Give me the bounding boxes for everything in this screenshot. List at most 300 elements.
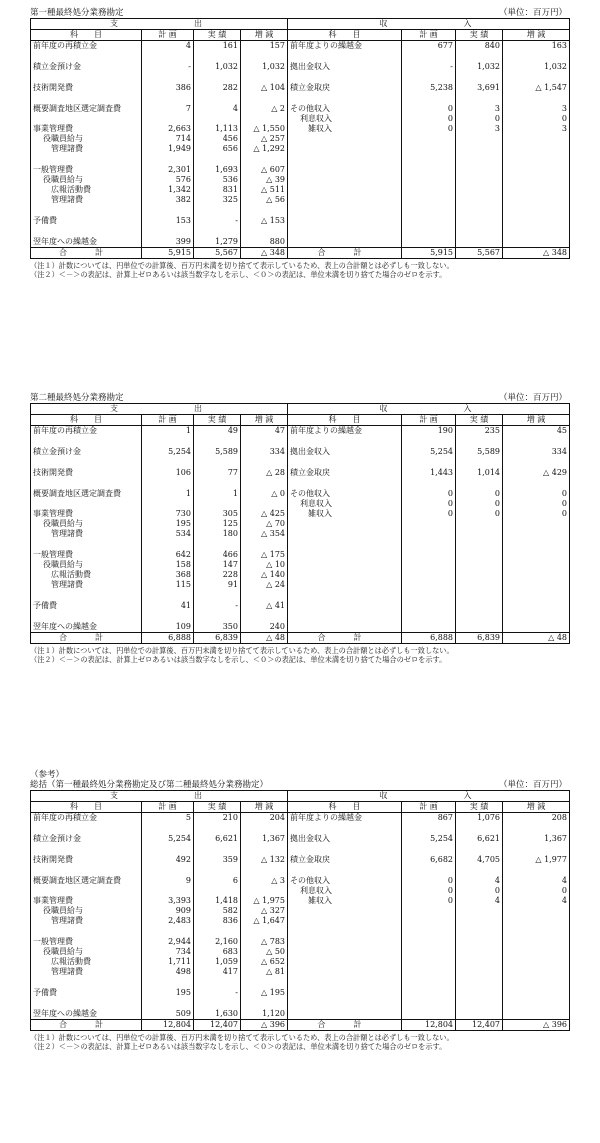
col-diff-header: 増 減 — [503, 30, 570, 41]
income-item — [288, 906, 402, 916]
expense-plan: 9 — [142, 876, 194, 886]
income-diff — [503, 947, 570, 957]
income-plan — [402, 1009, 456, 1020]
expense-actual — [194, 114, 241, 124]
expense-plan — [142, 114, 194, 124]
footnotes — [30, 261, 569, 279]
income-diff — [503, 988, 570, 1009]
expense-item: 管理諸費 — [51, 529, 83, 538]
income-plan — [402, 134, 456, 144]
expense-actual: 831 — [194, 185, 241, 195]
income-actual — [456, 175, 503, 185]
col-plan-header: 計 画 — [142, 415, 194, 426]
total-income-diff: △ 396 — [503, 1020, 570, 1031]
income-actual: 0 — [456, 489, 503, 499]
expense-item: 管理諸費 — [51, 195, 83, 204]
table-row — [31, 237, 570, 248]
expense-diff: △ 783 — [241, 937, 288, 947]
income-diff — [503, 529, 570, 550]
income-actual — [456, 988, 503, 1009]
total-label: 合 計 — [288, 248, 402, 259]
expense-diff: △ 104 — [241, 83, 288, 104]
reference-label: （参考） — [30, 770, 65, 780]
expense-plan: 1,342 — [142, 185, 194, 195]
table-row — [31, 988, 570, 1009]
income-item — [288, 967, 402, 988]
col-actual-header: 実 績 — [194, 30, 241, 41]
income-actual: 6,621 — [456, 834, 503, 855]
total-income-plan: 12,804 — [402, 1020, 456, 1031]
table-row — [31, 216, 570, 237]
table-row — [31, 468, 570, 489]
expense-diff: △ 81 — [241, 967, 288, 988]
expense-actual — [194, 499, 241, 509]
table-row — [31, 834, 570, 855]
table-row — [31, 937, 570, 947]
income-diff: 208 — [503, 813, 570, 835]
income-item — [288, 185, 402, 195]
table-row — [31, 104, 570, 114]
footnotes — [30, 646, 569, 664]
total-row — [31, 1020, 570, 1031]
table-header-columns — [31, 802, 570, 813]
expense-diff: △ 175 — [241, 550, 288, 560]
expense-item: 一般管理費 — [33, 937, 73, 946]
col-item-header: 科 目 — [288, 415, 402, 426]
section-title: 総括（第一種最終処分業務勘定及び第二種最終処分業務勘定） — [30, 780, 269, 790]
budget-table — [30, 403, 570, 644]
expense-actual: 683 — [194, 947, 241, 957]
expense-item: 事業管理費 — [33, 896, 73, 905]
expense-plan: 386 — [142, 83, 194, 104]
expense-item: 広報活動費 — [51, 185, 91, 194]
col-actual-header: 実 績 — [194, 802, 241, 813]
income-actual: 5,589 — [456, 447, 503, 468]
expense-plan — [142, 886, 194, 896]
income-diff — [503, 134, 570, 144]
expense-diff: 240 — [241, 622, 288, 633]
income-item — [288, 580, 402, 601]
income-item: 拠出金収入 — [288, 834, 402, 855]
expense-item: 広報活動費 — [51, 570, 91, 579]
income-item: 雑収入 — [288, 896, 402, 906]
expense-plan: 642 — [142, 550, 194, 560]
table-row — [31, 41, 570, 63]
income-item — [288, 237, 402, 248]
expense-diff: △ 354 — [241, 529, 288, 550]
expense-diff: △ 511 — [241, 185, 288, 195]
income-actual — [456, 580, 503, 601]
table-row — [31, 906, 570, 916]
table-header-columns — [31, 30, 570, 41]
expense-item: 概要調査地区選定調査費 — [33, 876, 121, 885]
expense-diff: 334 — [241, 447, 288, 468]
income-actual — [456, 185, 503, 195]
total-expense-diff: △ 348 — [241, 248, 288, 259]
table-row — [31, 550, 570, 560]
table-row — [31, 185, 570, 195]
expense-item — [31, 499, 142, 509]
income-item — [288, 601, 402, 622]
income-plan — [402, 175, 456, 185]
table-row — [31, 622, 570, 633]
income-item: 積立金取戻 — [288, 468, 402, 489]
income-actual — [456, 519, 503, 529]
total-label: 合 計 — [288, 1020, 402, 1031]
expense-diff: △ 2 — [241, 104, 288, 114]
income-item: その他収入 — [288, 876, 402, 886]
expense-diff: △ 132 — [241, 855, 288, 876]
expense-actual: 1,032 — [194, 62, 241, 83]
expense-item: 管理諸費 — [51, 144, 83, 153]
income-diff — [503, 601, 570, 622]
expense-actual: 582 — [194, 906, 241, 916]
income-diff: 4 — [503, 876, 570, 886]
income-plan — [402, 988, 456, 1009]
expense-diff: △ 1,550 — [241, 124, 288, 134]
expense-item: 事業管理費 — [33, 124, 73, 133]
income-actual — [456, 947, 503, 957]
table-row — [31, 489, 570, 499]
expense-diff: △ 24 — [241, 580, 288, 601]
section-title: 第二種最終処分業務勘定 — [30, 393, 124, 403]
income-item: 拠出金収入 — [288, 447, 402, 468]
expense-actual: 161 — [194, 41, 241, 63]
income-actual — [456, 237, 503, 248]
income-item: その他収入 — [288, 489, 402, 499]
income-item — [288, 519, 402, 529]
total-expense-actual: 6,839 — [194, 633, 241, 644]
expense-diff — [241, 886, 288, 896]
income-plan: 677 — [402, 41, 456, 63]
income-diff: 0 — [503, 886, 570, 896]
expense-item: 予備費 — [33, 216, 57, 225]
expense-item: 役職員給与 — [43, 175, 83, 184]
income-actual: 3,691 — [456, 83, 503, 104]
expense-actual: 1,113 — [194, 124, 241, 134]
footnotes — [30, 1033, 569, 1051]
expense-diff: △ 153 — [241, 216, 288, 237]
income-actual — [456, 216, 503, 237]
income-diff: 1,367 — [503, 834, 570, 855]
income-item — [288, 195, 402, 216]
income-plan: 0 — [402, 896, 456, 906]
expense-actual: 282 — [194, 83, 241, 104]
income-plan — [402, 957, 456, 967]
income-item: 積立金取戻 — [288, 855, 402, 876]
col-actual-header: 実 績 — [194, 415, 241, 426]
total-income-actual: 12,407 — [456, 1020, 503, 1031]
total-expense-plan: 12,804 — [142, 1020, 194, 1031]
expense-actual: 1,059 — [194, 957, 241, 967]
table-header-columns — [31, 415, 570, 426]
income-diff — [503, 906, 570, 916]
expense-actual: 1,693 — [194, 165, 241, 175]
income-item: 雑収入 — [288, 509, 402, 519]
expense-actual: 4 — [194, 104, 241, 114]
income-item: 拠出金収入 — [288, 62, 402, 83]
income-actual — [456, 937, 503, 947]
table-row — [31, 134, 570, 144]
expense-actual: 77 — [194, 468, 241, 489]
income-actual: 1,014 — [456, 468, 503, 489]
table-row — [31, 855, 570, 876]
expense-actual: 1 — [194, 489, 241, 499]
expense-item: 積立金預け金 — [33, 834, 81, 843]
expense-diff: 1,032 — [241, 62, 288, 83]
expense-plan: 115 — [142, 580, 194, 601]
income-actual: 4,705 — [456, 855, 503, 876]
total-row — [31, 633, 570, 644]
income-actual — [456, 529, 503, 550]
income-plan: 6,682 — [402, 855, 456, 876]
expense-item: 概要調査地区選定調査費 — [33, 489, 121, 498]
expense-plan: 730 — [142, 509, 194, 519]
expense-plan: 1,711 — [142, 957, 194, 967]
expense-plan: - — [142, 62, 194, 83]
income-plan — [402, 195, 456, 216]
expense-item — [31, 886, 142, 896]
income-plan: 867 — [402, 813, 456, 835]
expense-plan: 5 — [142, 813, 194, 835]
col-actual-header: 実 績 — [456, 802, 503, 813]
income-actual — [456, 601, 503, 622]
total-expense-diff: △ 48 — [241, 633, 288, 644]
section-account-2 — [30, 392, 569, 664]
expense-actual: 359 — [194, 855, 241, 876]
income-plan — [402, 947, 456, 957]
expense-diff: 47 — [241, 426, 288, 448]
col-actual-header: 実 績 — [456, 30, 503, 41]
income-diff — [503, 580, 570, 601]
expense-plan — [142, 499, 194, 509]
unit-label: （単位：百万円） — [498, 780, 567, 790]
expense-plan: 576 — [142, 175, 194, 185]
income-plan — [402, 185, 456, 195]
income-plan: 0 — [402, 886, 456, 896]
income-plan: - — [402, 62, 456, 83]
total-income-plan: 5,915 — [402, 248, 456, 259]
section-header — [30, 779, 569, 790]
expense-diff: △ 140 — [241, 570, 288, 580]
income-actual: 840 — [456, 41, 503, 63]
table-header-group — [31, 404, 570, 415]
income-item: 雑収入 — [288, 124, 402, 134]
income-actual: 4 — [456, 876, 503, 886]
income-item: 前年度よりの繰越金 — [288, 813, 402, 835]
income-item — [288, 916, 402, 937]
expense-plan: 4 — [142, 41, 194, 63]
expense-diff: 1,120 — [241, 1009, 288, 1020]
income-diff — [503, 144, 570, 165]
income-actual — [456, 560, 503, 570]
section-header — [30, 7, 569, 18]
income-diff: △ 429 — [503, 468, 570, 489]
total-income-plan: 6,888 — [402, 633, 456, 644]
expense-plan: 5,254 — [142, 834, 194, 855]
income-diff — [503, 237, 570, 248]
expense-diff: 1,367 — [241, 834, 288, 855]
col-plan-header: 計 画 — [142, 802, 194, 813]
expense-actual: 1,630 — [194, 1009, 241, 1020]
income-actual — [456, 622, 503, 633]
table-row — [31, 896, 570, 906]
expense-actual: - — [194, 216, 241, 237]
expense-item: 予備費 — [33, 601, 57, 610]
expense-actual — [194, 886, 241, 896]
table-row — [31, 114, 570, 124]
income-item — [288, 144, 402, 165]
table-row — [31, 601, 570, 622]
income-actual — [456, 957, 503, 967]
income-item — [288, 550, 402, 560]
unit-label: （単位：百万円） — [498, 8, 567, 18]
expense-diff: △ 1,975 — [241, 896, 288, 906]
expense-diff: △ 0 — [241, 489, 288, 499]
income-plan: 0 — [402, 876, 456, 886]
expense-item: 技術開発費 — [33, 468, 73, 477]
section-summary — [30, 779, 569, 1051]
income-actual: 1,076 — [456, 813, 503, 835]
footnote: （注２）＜－＞の表記は、計算上ゼロあるいは該当数字なしを示し、＜０＞の表記は、単位未満を切り捨てた場合のゼロを示す。 — [30, 270, 447, 279]
income-plan: 5,254 — [402, 834, 456, 855]
total-expense-actual: 12,407 — [194, 1020, 241, 1031]
expense-plan: 158 — [142, 560, 194, 570]
income-item: その他収入 — [288, 104, 402, 114]
expense-actual: 5,589 — [194, 447, 241, 468]
total-label: 合 計 — [31, 633, 142, 644]
section-header — [30, 392, 569, 403]
income-diff: 163 — [503, 41, 570, 63]
income-diff — [503, 216, 570, 237]
expense-diff: △ 50 — [241, 947, 288, 957]
col-item-header: 科 目 — [31, 30, 142, 41]
income-plan — [402, 560, 456, 570]
income-plan: 0 — [402, 104, 456, 114]
expense-actual: 305 — [194, 509, 241, 519]
col-item-header: 科 目 — [288, 30, 402, 41]
section-account-1 — [30, 7, 569, 279]
income-diff — [503, 1009, 570, 1020]
income-item — [288, 175, 402, 185]
expense-diff: △ 327 — [241, 906, 288, 916]
income-actual: 235 — [456, 426, 503, 448]
expense-diff: △ 39 — [241, 175, 288, 185]
expense-diff: 157 — [241, 41, 288, 63]
income-diff — [503, 175, 570, 185]
expense-plan: 1,949 — [142, 144, 194, 165]
income-diff: 0 — [503, 499, 570, 509]
table-row — [31, 499, 570, 509]
income-diff: 45 — [503, 426, 570, 448]
expense-diff: △ 70 — [241, 519, 288, 529]
expense-plan: 2,483 — [142, 916, 194, 937]
expense-item: 積立金預け金 — [33, 62, 81, 71]
income-plan: 0 — [402, 114, 456, 124]
table-row — [31, 447, 570, 468]
expense-plan: 368 — [142, 570, 194, 580]
income-diff: 334 — [503, 447, 570, 468]
income-plan: 5,254 — [402, 447, 456, 468]
income-plan: 5,238 — [402, 83, 456, 104]
total-label: 合 計 — [31, 248, 142, 259]
expense-item: 前年度の再積立金 — [33, 41, 97, 50]
expense-item: 事業管理費 — [33, 509, 73, 518]
expense-item: 一般管理費 — [33, 550, 73, 559]
income-actual: 0 — [456, 886, 503, 896]
expense-plan: 498 — [142, 967, 194, 988]
expense-item: 広報活動費 — [51, 957, 91, 966]
income-plan — [402, 550, 456, 560]
income-diff: 4 — [503, 896, 570, 906]
income-item — [288, 947, 402, 957]
expense-diff: △ 1,647 — [241, 916, 288, 937]
income-item — [288, 1009, 402, 1020]
expense-item: 翌年度への繰越金 — [33, 1009, 97, 1018]
income-diff: 0 — [503, 509, 570, 519]
expense-diff: △ 652 — [241, 957, 288, 967]
income-item — [288, 957, 402, 967]
income-diff: 0 — [503, 114, 570, 124]
expense-item: 役職員給与 — [43, 134, 83, 143]
income-plan — [402, 622, 456, 633]
expense-item: 翌年度への繰越金 — [33, 237, 97, 246]
col-actual-header: 実 績 — [456, 415, 503, 426]
income-plan — [402, 216, 456, 237]
income-item — [288, 937, 402, 947]
budget-table — [30, 18, 570, 259]
table-row — [31, 426, 570, 448]
income-item — [288, 988, 402, 1009]
expense-item: 概要調査地区選定調査費 — [33, 104, 121, 113]
table-row — [31, 83, 570, 104]
expense-actual: 417 — [194, 967, 241, 988]
expense-actual: - — [194, 988, 241, 1009]
expenditure-header: 支 出 — [31, 404, 288, 415]
expense-item: 積立金預け金 — [33, 447, 81, 456]
expense-actual: 466 — [194, 550, 241, 560]
expense-plan: 492 — [142, 855, 194, 876]
col-item-header: 科 目 — [31, 415, 142, 426]
income-actual — [456, 916, 503, 937]
expense-item: 前年度の再積立金 — [33, 813, 97, 822]
expense-actual: 1,418 — [194, 896, 241, 906]
col-diff-header: 増 減 — [503, 415, 570, 426]
income-diff — [503, 622, 570, 633]
expense-plan: 382 — [142, 195, 194, 216]
expense-actual: 228 — [194, 570, 241, 580]
table-row — [31, 195, 570, 216]
expense-diff: △ 607 — [241, 165, 288, 175]
income-actual — [456, 144, 503, 165]
table-row — [31, 957, 570, 967]
expense-item: 役職員給与 — [43, 560, 83, 569]
expense-diff: 880 — [241, 237, 288, 248]
income-actual: 0 — [456, 509, 503, 519]
total-income-actual: 6,839 — [456, 633, 503, 644]
income-diff — [503, 519, 570, 529]
expense-plan: 509 — [142, 1009, 194, 1020]
income-plan — [402, 916, 456, 937]
expense-item — [31, 114, 142, 124]
income-plan — [402, 519, 456, 529]
expense-plan: 2,301 — [142, 165, 194, 175]
income-diff: △ 1,977 — [503, 855, 570, 876]
income-actual — [456, 906, 503, 916]
table-header-group — [31, 19, 570, 30]
income-plan — [402, 601, 456, 622]
income-plan: 0 — [402, 499, 456, 509]
